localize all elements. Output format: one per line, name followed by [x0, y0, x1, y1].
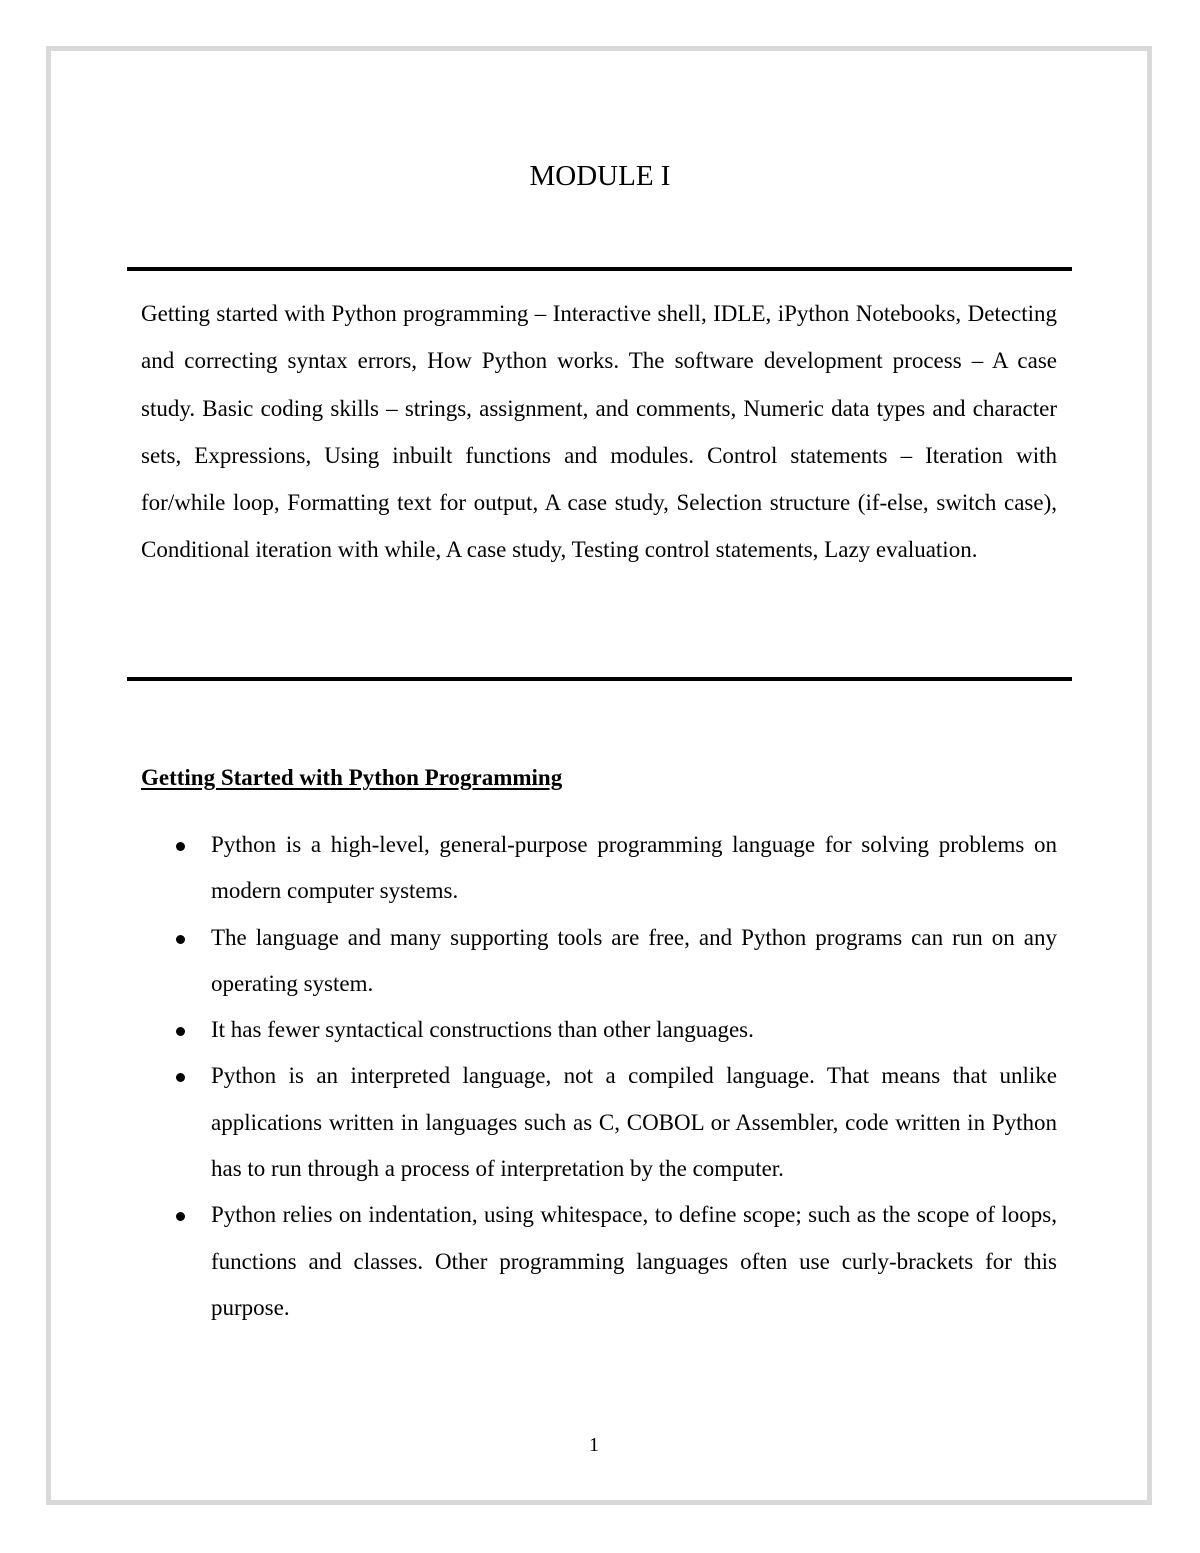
bullet-text: It has fewer syntactical constructions than other languages.: [211, 1017, 754, 1043]
bullet-item: [141, 1192, 1057, 1331]
bullet-text: The language and many supporting tools are free, and Python programs can run on any operating system.: [211, 924, 1057, 996]
module-title: MODULE I: [529, 160, 671, 192]
bullet-text: Python relies on indentation, using whitespace, to define scope; such as the scope of loops, functions and classes. Other programming languages often use curly-brackets for this purpose.: [211, 1202, 1057, 1320]
bullet-item: [141, 1053, 1057, 1192]
bullet-icon: [176, 935, 185, 944]
top-rule: [127, 267, 1072, 271]
bullet-text: Python is a high-level, general-purpose programming language for solving problems on modern computer systems.: [211, 832, 1057, 904]
bullet-item: [141, 1007, 1057, 1053]
bullet-text: Python is an interpreted language, not a compiled language. That means that unlike applications written in languages such as C, COBOL or Assembler, code written in Python has to run through a process of interpretation by the computer.: [211, 1063, 1057, 1182]
syllabus-paragraph: Getting started with Python programming – Interactive shell, IDLE, iPython Notebooks, Detecting and correcting syntax errors, How Python works. The software development process – A case study. Basic coding skills – strings, assignment, and comments, Numeric data types and character sets, Expressions, Using inbuilt functions and modules. Control statements – Iteration with for/while loop, Formatting text for output, A case study, Selection structure (if-else, switch case), Conditional iteration with while, A case study, Testing control statements, Lazy evaluation.: [141, 301, 1057, 563]
page-number: 1: [589, 1434, 599, 1456]
bullet-icon: [176, 842, 185, 851]
bullet-list: [141, 822, 1057, 1331]
bullet-icon: [176, 1212, 185, 1221]
bullet-icon: [176, 1073, 185, 1082]
bullet-item: [141, 915, 1057, 1008]
bottom-rule: [127, 677, 1072, 681]
section-heading: Getting Started with Python Programming: [141, 765, 563, 790]
bullet-item: [141, 822, 1057, 915]
bullet-icon: [176, 1027, 185, 1036]
